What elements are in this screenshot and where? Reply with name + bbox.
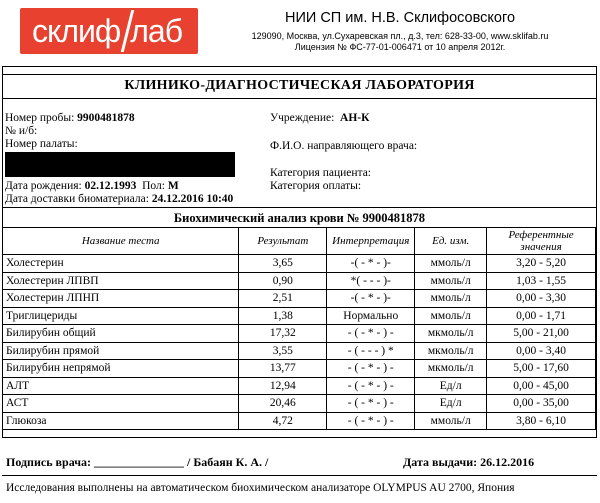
institution-label: Учреждение:	[270, 112, 335, 124]
delivery-date	[5, 193, 233, 206]
analysis-title: Биохимический анализ крови № 9900481878	[173, 211, 426, 225]
ib-number: № и/б:	[5, 125, 38, 137]
table-row	[3, 360, 596, 378]
test-reference: 0,00 - 35,00	[487, 395, 596, 413]
logo-left-text: склиф	[32, 13, 121, 49]
license-line: Лицензия № ФС-77-01-006471 от 10 апреля 2012г.	[294, 42, 506, 52]
table-header-row	[3, 228, 596, 255]
test-reference: 5,00 - 21,00	[487, 325, 596, 343]
sample-label: Номер пробы:	[5, 112, 75, 124]
table-row	[3, 325, 596, 343]
patient-category: Категория пациента:	[270, 167, 371, 179]
test-unit: Ед/л	[415, 395, 487, 413]
ward-number: Номер палаты:	[5, 138, 78, 150]
test-interpretation: - ( - * - ) -	[327, 360, 415, 378]
institution-value: АН-К	[340, 112, 370, 124]
test-name: Холестерин ЛПНП	[3, 290, 239, 308]
col-header-result: Результат	[239, 228, 327, 255]
institution-address	[220, 31, 580, 53]
test-reference: 0,00 - 3,30	[487, 290, 596, 308]
test-name: Триглицериды	[3, 307, 239, 325]
doctor-field: Ф.И.О. направляющего врача:	[270, 140, 418, 152]
birth-date	[5, 180, 179, 193]
table-row	[3, 272, 596, 290]
test-result: 3,65	[239, 255, 327, 273]
test-unit: ммоль/л	[415, 290, 487, 308]
test-name: Холестерин	[3, 255, 239, 273]
test-name: Билирубин прямой	[3, 342, 239, 360]
test-reference: 1,03 - 1,55	[487, 272, 596, 290]
redacted-name-block	[5, 152, 235, 177]
institution-field	[270, 112, 369, 125]
sex-value: М	[167, 180, 179, 192]
test-unit: мкмоль/л	[415, 342, 487, 360]
test-interpretation: -( - * - )-	[327, 255, 415, 273]
test-reference: 3,80 - 6,10	[487, 412, 596, 430]
table-row	[3, 377, 596, 395]
test-interpretation: -( - * - )-	[327, 290, 415, 308]
test-unit: мкмоль/л	[415, 360, 487, 378]
test-unit: ммоль/л	[415, 272, 487, 290]
sex-label: Пол:	[142, 180, 165, 192]
lab-title: КЛИНИКО-ДИАГНОСТИЧЕСКАЯ ЛАБОРАТОРИЯ	[124, 78, 475, 93]
table-row	[3, 255, 596, 273]
test-result: 2,51	[239, 290, 327, 308]
test-name: АСТ	[3, 395, 239, 413]
test-unit: Ед/л	[415, 377, 487, 395]
birth-value: 02.12.1993	[84, 180, 137, 192]
table-row	[3, 342, 596, 360]
test-reference: 0,00 - 45,00	[487, 377, 596, 395]
divider	[2, 98, 597, 99]
test-reference: 5,00 - 17,60	[487, 360, 596, 378]
issue-date: Дата выдачи: 26.12.2016	[403, 455, 535, 469]
institution-name: НИИ СП им. Н.В. Склифосовского	[284, 10, 516, 26]
logo-right-text: лаб	[130, 13, 183, 49]
col-header-unit: Ед. изм.	[415, 228, 487, 255]
test-interpretation: - ( - * - ) -	[327, 395, 415, 413]
test-interpretation: - ( - - - ) *	[327, 342, 415, 360]
doctor-signature: Подпись врача: _______________ / Бабаян К. А. /	[6, 455, 269, 469]
table-row	[3, 412, 596, 430]
delivery-value: 24.12.2016 10:40	[151, 193, 234, 205]
test-interpretation: - ( - * - ) -	[327, 377, 415, 395]
test-interpretation: Нормально	[327, 307, 415, 325]
test-reference: 0,00 - 3,40	[487, 342, 596, 360]
test-name: Билирубин непрямой	[3, 360, 239, 378]
birth-label: Дата рождения:	[5, 180, 82, 192]
test-result: 0,90	[239, 272, 327, 290]
test-name: Холестерин ЛПВП	[3, 272, 239, 290]
test-result: 4,72	[239, 412, 327, 430]
test-result: 13,77	[239, 360, 327, 378]
results-table	[2, 227, 596, 430]
footer-note: Исследования выполнены на автоматическом биохимическом анализаторе OLYMPUS AU 2700, Япония	[6, 482, 515, 494]
table-row	[3, 290, 596, 308]
divider	[2, 207, 597, 208]
test-interpretation: - ( - * - ) -	[327, 412, 415, 430]
test-unit: ммоль/л	[415, 255, 487, 273]
test-interpretation: *( - - - )-	[327, 272, 415, 290]
test-name: АЛТ	[3, 377, 239, 395]
table-row	[3, 307, 596, 325]
divider	[2, 475, 597, 476]
payment-category: Категория оплаты:	[270, 180, 362, 192]
test-result: 20,46	[239, 395, 327, 413]
col-header-interpretation: Интерпретация	[327, 228, 415, 255]
test-result: 3,55	[239, 342, 327, 360]
col-header-test: Название теста	[3, 228, 239, 255]
test-name: Билирубин общий	[3, 325, 239, 343]
table-row	[3, 395, 596, 413]
test-result: 12,94	[239, 377, 327, 395]
test-unit: мкмоль/л	[415, 325, 487, 343]
test-unit: ммоль/л	[415, 412, 487, 430]
address-line: 129090, Москва, ул.Сухаревская пл., д.3, тел: 628-33-00, www.sklifab.ru	[251, 31, 549, 41]
test-name: Глюкоза	[3, 412, 239, 430]
sample-number	[5, 112, 135, 125]
col-header-reference: Референтные значения	[487, 228, 596, 255]
divider	[2, 74, 597, 75]
test-result: 17,32	[239, 325, 327, 343]
test-reference: 3,20 - 5,20	[487, 255, 596, 273]
test-reference: 0,00 - 1,71	[487, 307, 596, 325]
delivery-label: Дата доставки биоматериала:	[5, 193, 149, 205]
test-unit: ммоль/л	[415, 307, 487, 325]
sample-value: 9900481878	[77, 112, 135, 124]
logo	[32, 12, 182, 50]
test-interpretation: - ( - * - ) -	[327, 325, 415, 343]
test-result: 1,38	[239, 307, 327, 325]
